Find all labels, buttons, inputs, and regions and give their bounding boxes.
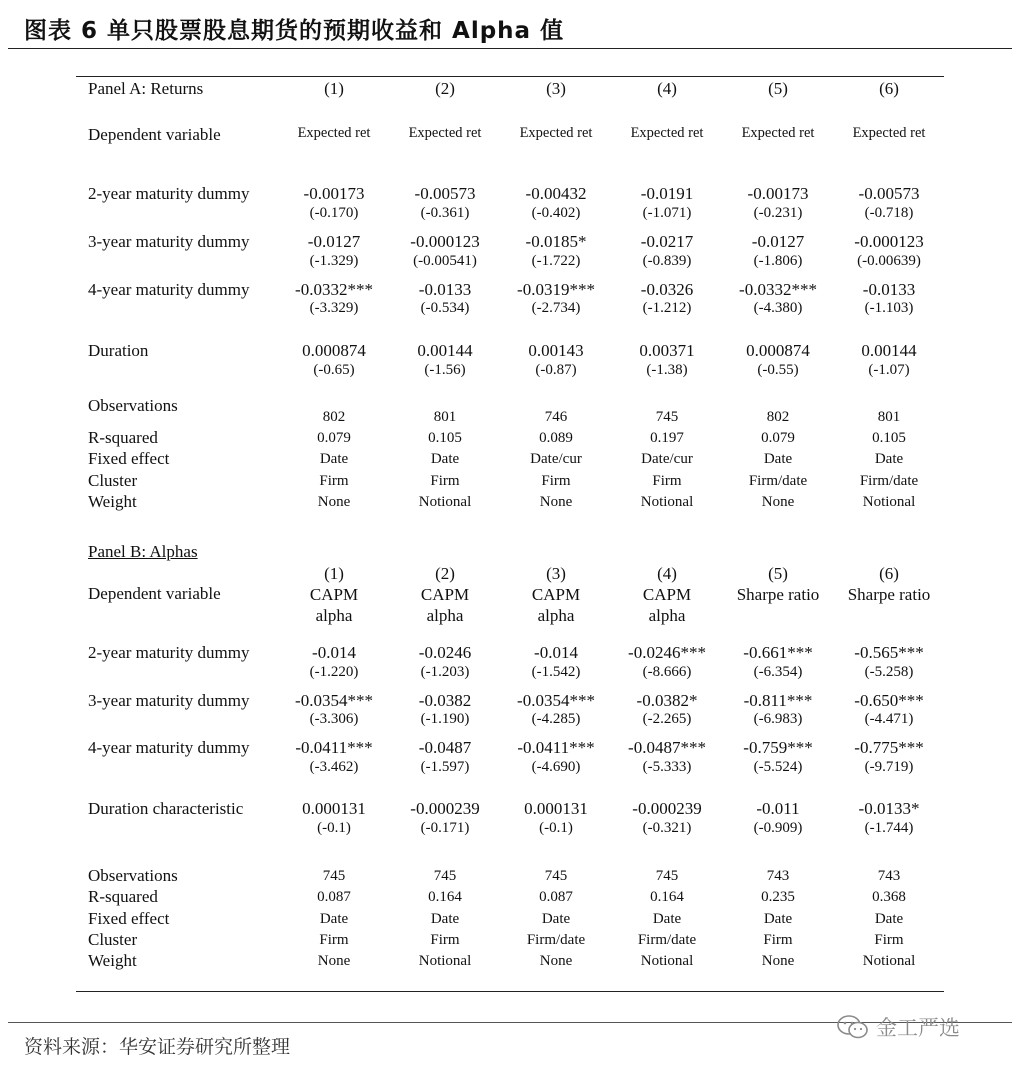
stat-value: None bbox=[539, 494, 573, 510]
stat-value: Date bbox=[430, 911, 460, 927]
stat-value: Notional bbox=[862, 494, 916, 510]
t-statistic: (-1.071) bbox=[642, 205, 692, 221]
column-header: (1) bbox=[324, 564, 344, 583]
watermark bbox=[836, 1012, 960, 1042]
stat-value: Notional bbox=[640, 494, 694, 510]
coefficient: -0.650*** bbox=[854, 691, 924, 710]
dependent-variable-value: Expected ret bbox=[852, 125, 926, 141]
t-statistic: (-0.361) bbox=[420, 205, 470, 221]
stat-label: Fixed effect bbox=[88, 909, 170, 928]
coefficient: -0.0332*** bbox=[739, 280, 817, 299]
stat-value: 802 bbox=[766, 409, 790, 425]
dependent-variable-value: CAPM bbox=[420, 585, 470, 604]
coefficient: -0.00432 bbox=[525, 184, 587, 203]
t-statistic: (-6.983) bbox=[753, 711, 803, 727]
coefficient: -0.0133 bbox=[862, 280, 916, 299]
column-header: (2) bbox=[435, 79, 455, 98]
t-statistic: (-5.524) bbox=[753, 759, 803, 775]
t-statistic: (-0.55) bbox=[757, 362, 799, 378]
column-header: (6) bbox=[879, 79, 899, 98]
t-statistic: (-1.56) bbox=[424, 362, 466, 378]
stat-value: 743 bbox=[766, 868, 790, 884]
row-label: 4-year maturity dummy bbox=[88, 280, 250, 299]
coefficient: 0.00144 bbox=[417, 341, 473, 360]
stat-value: 745 bbox=[544, 868, 568, 884]
coefficient: -0.0191 bbox=[640, 184, 694, 203]
watermark-text: 金工严选 bbox=[876, 1016, 960, 1040]
stat-value: 0.235 bbox=[761, 889, 795, 905]
coefficient: 0.00371 bbox=[639, 341, 695, 360]
dependent-variable-value: CAPM bbox=[642, 585, 692, 604]
stat-value: Date bbox=[319, 911, 349, 927]
stat-label: Weight bbox=[88, 951, 137, 970]
t-statistic: (-0.170) bbox=[309, 205, 359, 221]
stat-value: Date/cur bbox=[530, 451, 582, 467]
column-header: (4) bbox=[657, 79, 677, 98]
t-statistic: (-6.354) bbox=[753, 664, 803, 680]
stat-value: 746 bbox=[544, 409, 568, 425]
coefficient: -0.0133* bbox=[858, 799, 920, 818]
coefficient: -0.0246 bbox=[418, 643, 472, 662]
stat-value: Firm bbox=[430, 932, 460, 948]
t-statistic: (-5.333) bbox=[642, 759, 692, 775]
column-header: (4) bbox=[657, 564, 677, 583]
stat-value: None bbox=[761, 953, 795, 969]
t-statistic: (-1.329) bbox=[309, 253, 359, 269]
row-label: 4-year maturity dummy bbox=[88, 738, 250, 757]
t-statistic: (-1.722) bbox=[531, 253, 581, 269]
t-statistic: (-4.380) bbox=[753, 300, 803, 316]
wechat-icon bbox=[836, 1014, 870, 1040]
t-statistic: (-0.171) bbox=[420, 820, 470, 836]
stat-value: Notional bbox=[640, 953, 694, 969]
coefficient: -0.000239 bbox=[632, 799, 702, 818]
stat-value: 0.105 bbox=[428, 430, 462, 446]
stat-value: Firm bbox=[319, 473, 349, 489]
t-statistic: (-3.306) bbox=[309, 711, 359, 727]
coefficient: -0.00173 bbox=[747, 184, 809, 203]
t-statistic: (-1.103) bbox=[864, 300, 914, 316]
stat-value: Notional bbox=[862, 953, 916, 969]
stat-label: Observations bbox=[88, 396, 178, 415]
dependent-variable-value: Expected ret bbox=[519, 125, 593, 141]
stat-value: Firm/date bbox=[526, 932, 586, 948]
dependent-variable-value: CAPM bbox=[531, 585, 581, 604]
coefficient: 0.00144 bbox=[861, 341, 917, 360]
t-statistic: (-0.00639) bbox=[857, 253, 921, 269]
coefficient: -0.0411*** bbox=[517, 738, 595, 757]
dependent-variable-value: alpha bbox=[426, 606, 464, 625]
stat-value: 0.368 bbox=[872, 889, 906, 905]
t-statistic: (-1.203) bbox=[420, 664, 470, 680]
stat-value: 0.197 bbox=[650, 430, 684, 446]
title-rule bbox=[8, 48, 1012, 49]
column-header: (5) bbox=[768, 79, 788, 98]
column-header: (5) bbox=[768, 564, 788, 583]
stat-value: 0.164 bbox=[428, 889, 462, 905]
stat-value: None bbox=[317, 953, 351, 969]
stat-label: Observations bbox=[88, 866, 178, 885]
t-statistic: (-0.402) bbox=[531, 205, 581, 221]
stat-label: Fixed effect bbox=[88, 449, 170, 468]
t-statistic: (-4.471) bbox=[864, 711, 914, 727]
t-statistic: (-2.265) bbox=[642, 711, 692, 727]
stat-value: Firm bbox=[319, 932, 349, 948]
stat-value: Firm bbox=[541, 473, 571, 489]
stat-value: 0.087 bbox=[317, 889, 351, 905]
row-label: 3-year maturity dummy bbox=[88, 232, 250, 251]
dependent-variable-value: Sharpe ratio bbox=[736, 585, 820, 604]
t-statistic: (-0.909) bbox=[753, 820, 803, 836]
row-label: Duration bbox=[88, 341, 149, 360]
coefficient: -0.011 bbox=[756, 799, 800, 818]
stat-value: 0.089 bbox=[539, 430, 573, 446]
coefficient: 0.000131 bbox=[524, 799, 588, 818]
stat-value: Date bbox=[541, 911, 571, 927]
t-statistic: (-8.666) bbox=[642, 664, 692, 680]
stat-value: 0.105 bbox=[872, 430, 906, 446]
coefficient: -0.0185* bbox=[525, 232, 587, 251]
stat-label: Weight bbox=[88, 492, 137, 511]
panel-a-label: Panel A: Returns bbox=[88, 79, 204, 98]
t-statistic: (-4.285) bbox=[531, 711, 581, 727]
column-header: (6) bbox=[879, 564, 899, 583]
dependent-variable-value: alpha bbox=[648, 606, 686, 625]
coefficient: 0.00143 bbox=[528, 341, 584, 360]
stat-value: Date bbox=[319, 451, 349, 467]
row-label: Duration characteristic bbox=[88, 799, 244, 818]
stat-value: Date bbox=[874, 911, 904, 927]
stat-value: 745 bbox=[322, 868, 346, 884]
stat-value: Date bbox=[874, 451, 904, 467]
coefficient: -0.0246*** bbox=[628, 643, 706, 662]
stat-value: Date bbox=[763, 911, 793, 927]
stat-value: None bbox=[761, 494, 795, 510]
t-statistic: (-1.597) bbox=[420, 759, 470, 775]
column-header: (2) bbox=[435, 564, 455, 583]
stat-value: None bbox=[539, 953, 573, 969]
stat-label: Cluster bbox=[88, 930, 138, 949]
stat-value: Date bbox=[763, 451, 793, 467]
dependent-variable-label: Dependent variable bbox=[88, 125, 221, 144]
stat-value: 0.079 bbox=[317, 430, 351, 446]
coefficient: -0.000123 bbox=[410, 232, 480, 251]
stat-value: Notional bbox=[418, 494, 472, 510]
t-statistic: (-5.258) bbox=[864, 664, 914, 680]
stat-value: Firm/date bbox=[637, 932, 697, 948]
t-statistic: (-0.65) bbox=[313, 362, 355, 378]
dependent-variable-value: Expected ret bbox=[630, 125, 704, 141]
coefficient: -0.014 bbox=[534, 643, 578, 662]
coefficient: -0.014 bbox=[312, 643, 356, 662]
t-statistic: (-0.87) bbox=[535, 362, 577, 378]
coefficient: -0.0382* bbox=[636, 691, 698, 710]
t-statistic: (-0.1) bbox=[317, 820, 351, 836]
coefficient: 0.000874 bbox=[746, 341, 810, 360]
t-statistic: (-3.462) bbox=[309, 759, 359, 775]
coefficient: -0.00573 bbox=[414, 184, 476, 203]
stat-value: 0.164 bbox=[650, 889, 684, 905]
stat-value: 743 bbox=[877, 868, 901, 884]
stat-value: 801 bbox=[433, 409, 457, 425]
t-statistic: (-1.806) bbox=[753, 253, 803, 269]
dependent-variable-value: Expected ret bbox=[297, 125, 371, 141]
t-statistic: (-1.220) bbox=[309, 664, 359, 680]
stat-value: Date/cur bbox=[641, 451, 693, 467]
t-statistic: (-1.190) bbox=[420, 711, 470, 727]
coefficient: -0.0319*** bbox=[517, 280, 595, 299]
t-statistic: (-1.38) bbox=[646, 362, 688, 378]
t-statistic: (-9.719) bbox=[864, 759, 914, 775]
coefficient: -0.0332*** bbox=[295, 280, 373, 299]
stat-value: 802 bbox=[322, 409, 346, 425]
coefficient: -0.000123 bbox=[854, 232, 924, 251]
stat-value: 745 bbox=[655, 868, 679, 884]
stat-value: 801 bbox=[877, 409, 901, 425]
dependent-variable-value: Sharpe ratio bbox=[847, 585, 931, 604]
coefficient: -0.0133 bbox=[418, 280, 472, 299]
stat-value: Firm/date bbox=[748, 473, 808, 489]
source-note: 资料来源：华安证券研究所整理 bbox=[24, 1036, 291, 1058]
stat-value: Notional bbox=[418, 953, 472, 969]
stat-value: Firm bbox=[874, 932, 904, 948]
coefficient: -0.00573 bbox=[858, 184, 920, 203]
coefficient: -0.0487 bbox=[418, 738, 472, 757]
dependent-variable-value: alpha bbox=[537, 606, 575, 625]
coefficient: -0.565*** bbox=[854, 643, 924, 662]
t-statistic: (-0.231) bbox=[753, 205, 803, 221]
dependent-variable-label: Dependent variable bbox=[88, 584, 221, 603]
figure-title: 图表 6 单只股票股息期货的预期收益和 Alpha 值 bbox=[24, 18, 565, 44]
t-statistic: (-4.690) bbox=[531, 759, 581, 775]
coefficient: 0.000874 bbox=[302, 341, 366, 360]
coefficient: -0.0411*** bbox=[295, 738, 373, 757]
coefficient: -0.759*** bbox=[743, 738, 813, 757]
coefficient: -0.661*** bbox=[743, 643, 813, 662]
dependent-variable-value: Expected ret bbox=[741, 125, 815, 141]
coefficient: -0.0382 bbox=[418, 691, 472, 710]
t-statistic: (-1.744) bbox=[864, 820, 914, 836]
row-label: 3-year maturity dummy bbox=[88, 691, 250, 710]
coefficient: -0.0354*** bbox=[295, 691, 373, 710]
stat-label: Cluster bbox=[88, 471, 138, 490]
t-statistic: (-1.542) bbox=[531, 664, 581, 680]
coefficient: -0.775*** bbox=[854, 738, 924, 757]
t-statistic: (-2.734) bbox=[531, 300, 581, 316]
stat-value: Firm bbox=[430, 473, 460, 489]
column-header: (1) bbox=[324, 79, 344, 98]
t-statistic: (-0.534) bbox=[420, 300, 470, 316]
stat-value: 0.087 bbox=[539, 889, 573, 905]
dependent-variable-value: alpha bbox=[315, 606, 353, 625]
coefficient: 0.000131 bbox=[302, 799, 366, 818]
panel-b-label: Panel B: Alphas bbox=[88, 542, 198, 561]
t-statistic: (-1.212) bbox=[642, 300, 692, 316]
t-statistic: (-0.718) bbox=[864, 205, 914, 221]
stat-label: R-squared bbox=[88, 428, 158, 447]
coefficient: -0.0127 bbox=[307, 232, 361, 251]
t-statistic: (-0.839) bbox=[642, 253, 692, 269]
row-label: 2-year maturity dummy bbox=[88, 643, 250, 662]
t-statistic: (-0.1) bbox=[539, 820, 573, 836]
stat-value: 0.079 bbox=[761, 430, 795, 446]
t-statistic: (-3.329) bbox=[309, 300, 359, 316]
stat-value: Date bbox=[430, 451, 460, 467]
dependent-variable-value: Expected ret bbox=[408, 125, 482, 141]
coefficient: -0.0354*** bbox=[517, 691, 595, 710]
coefficient: -0.0326 bbox=[640, 280, 694, 299]
coefficient: -0.000239 bbox=[410, 799, 480, 818]
regression-table bbox=[76, 76, 944, 992]
row-label: 2-year maturity dummy bbox=[88, 184, 250, 203]
stat-value: 745 bbox=[433, 868, 457, 884]
dependent-variable-value: CAPM bbox=[309, 585, 359, 604]
stat-value: Firm/date bbox=[859, 473, 919, 489]
coefficient: -0.0487*** bbox=[628, 738, 706, 757]
coefficient: -0.811*** bbox=[743, 691, 813, 710]
stat-value: Firm bbox=[763, 932, 793, 948]
stat-value: Firm bbox=[652, 473, 682, 489]
stat-value: None bbox=[317, 494, 351, 510]
coefficient: -0.00173 bbox=[303, 184, 365, 203]
stat-label: R-squared bbox=[88, 887, 158, 906]
stat-value: Date bbox=[652, 911, 682, 927]
column-header: (3) bbox=[546, 79, 566, 98]
coefficient: -0.0127 bbox=[751, 232, 805, 251]
t-statistic: (-0.321) bbox=[642, 820, 692, 836]
column-header: (3) bbox=[546, 564, 566, 583]
coefficient: -0.0217 bbox=[640, 232, 694, 251]
stat-value: 745 bbox=[655, 409, 679, 425]
t-statistic: (-0.00541) bbox=[413, 253, 477, 269]
t-statistic: (-1.07) bbox=[868, 362, 910, 378]
